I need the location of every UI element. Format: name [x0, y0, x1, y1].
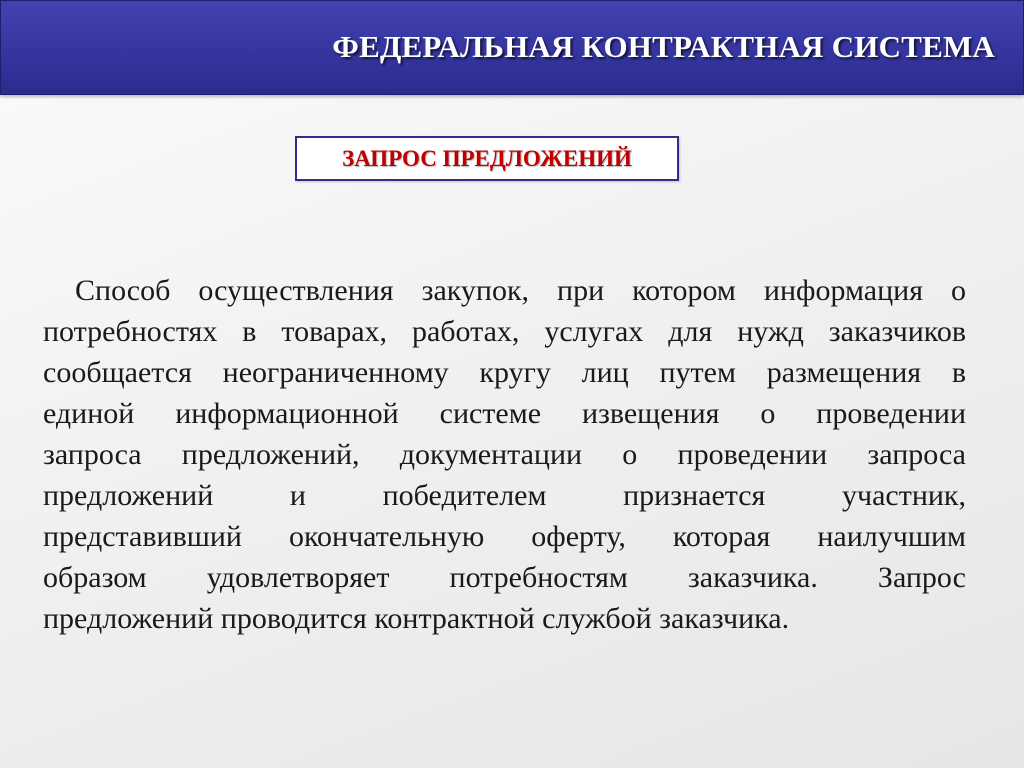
- slide-title: ФЕДЕРАЛЬНАЯ КОНТРАКТНАЯ СИСТЕМА: [332, 29, 995, 64]
- paragraph-line: представивший окончательную оферту, которая наилучшим: [43, 520, 966, 553]
- paragraph-line: образом удовлетворяет потребностям заказчика. Запрос: [43, 561, 966, 594]
- paragraph-line: запроса предложений, документации о проведении запроса: [43, 438, 966, 471]
- paragraph-line: предложений и победителем признается участник,: [43, 479, 966, 512]
- definition-paragraph: [43, 270, 966, 639]
- paragraph-line: единой информационной системе извещения о проведении: [43, 397, 966, 430]
- section-badge-label: ЗАПРОС ПРЕДЛОЖЕНИЙ: [342, 145, 632, 171]
- section-badge: [295, 136, 679, 181]
- paragraph-line: потребностях в товарах, работах, услугах для нужд заказчиков: [43, 315, 966, 348]
- paragraph-line: Способ осуществления закупок, при котором информация о: [75, 274, 966, 307]
- paragraph-line: предложений проводится контрактной службой заказчика.: [43, 602, 790, 635]
- paragraph-line: сообщается неограниченному кругу лиц путем размещения в: [43, 356, 966, 389]
- header-band: [0, 0, 1024, 95]
